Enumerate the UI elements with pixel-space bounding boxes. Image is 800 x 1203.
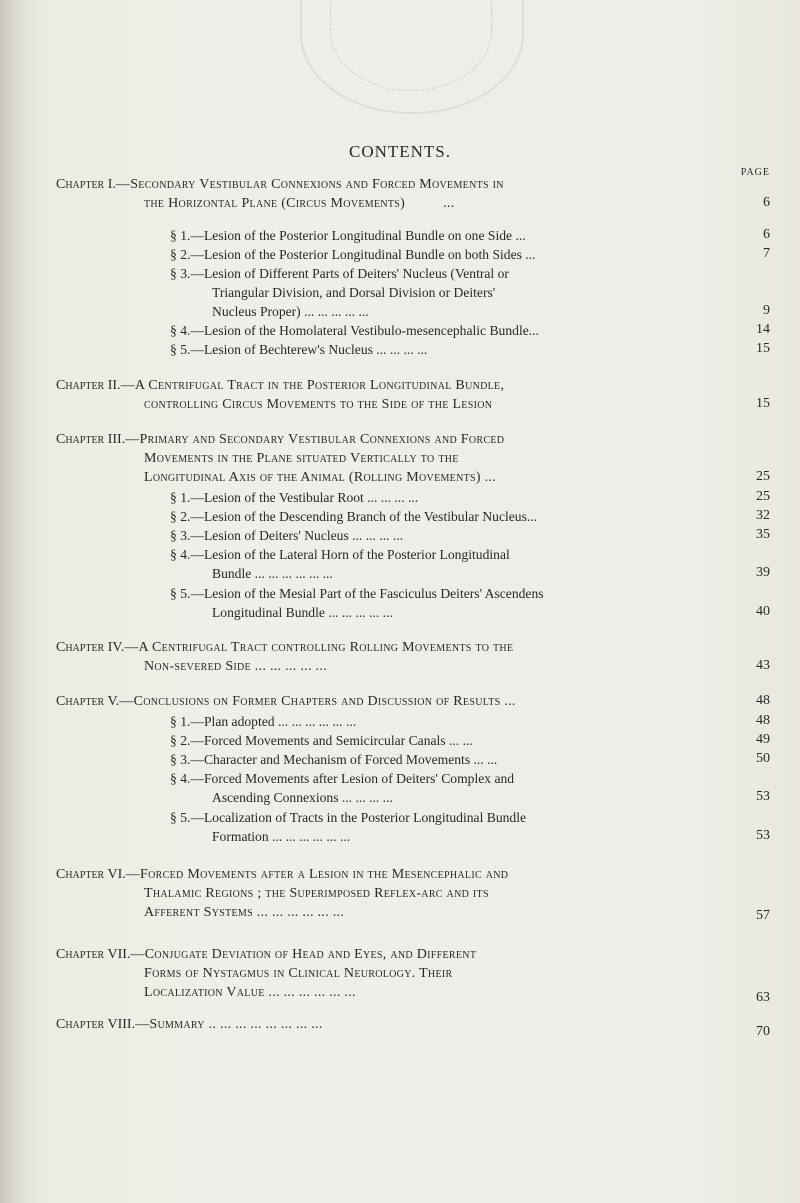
ch3-section-2-page: 32 <box>756 508 770 523</box>
ch5-section-5-page: 53 <box>756 828 770 843</box>
chapter-3-page: 25 <box>756 469 770 484</box>
ch5-section-3-page: 50 <box>756 751 770 766</box>
ch5-section-2: § 2.—Forced Movements and Semicircular Canals ... ... <box>170 733 473 748</box>
ch5-section-4: § 4.—Forced Movements after Lesion of Deiters' Complex and <box>170 771 515 786</box>
ch1-section-1: § 1.—Lesion of the Posterior Longitudinal Bundle on one Side ... <box>170 228 526 243</box>
ch1-section-4-page: 14 <box>756 322 770 337</box>
ch1-section-3-cont2: Nucleus Proper) ... ... ... ... ... <box>212 304 369 319</box>
ch5-section-2-page: 49 <box>756 732 770 747</box>
ch5-section-3: § 3.—Character and Mechanism of Forced Movements ... ... <box>170 752 498 767</box>
chapter-4-line1: Chapter IV.—A Centrifugal Tract controlling Rolling Movements to the <box>56 640 514 655</box>
chapter-6-line2: Thalamic Regions ; the Superimposed Reflex-arc and its <box>144 886 489 901</box>
ch1-section-5: § 5.—Lesion of Bechterew's Nucleus ... ... ... ... <box>170 342 428 357</box>
ch3-section-5-cont1: Longitudinal Bundle ... ... ... ... ... <box>212 605 393 620</box>
chapter-1-line2: the Horizontal Plane (Circus Movements) ... <box>144 196 455 211</box>
chapter-5-page: 48 <box>756 693 770 708</box>
ch3-section-1: § 1.—Lesion of the Vestibular Root ... ... ... ... <box>170 490 419 505</box>
chapter-7-page: 63 <box>756 990 770 1005</box>
contents-heading: CONTENTS. <box>348 142 452 161</box>
ch5-section-4-cont1: Ascending Connexions ... ... ... ... <box>212 790 393 805</box>
chapter-2-line1: Chapter II.—A Centrifugal Tract in the Posterior Longitudinal Bundle, <box>56 378 505 393</box>
ch5-section-4-page: 53 <box>756 789 770 804</box>
ch1-section-2: § 2.—Lesion of the Posterior Longitudinal Bundle on both Sides ... <box>170 247 536 262</box>
ch1-section-3-page: 9 <box>763 303 770 318</box>
ch3-section-4-page: 39 <box>756 565 770 580</box>
ch5-section-1: § 1.—Plan adopted ... ... ... ... ... ... <box>170 714 357 729</box>
ch1-section-4: § 4.—Lesion of the Homolateral Vestibulo-mesencephalic Bundle... <box>170 323 539 338</box>
chapter-1-page: 6 <box>763 195 770 210</box>
ch3-section-4-cont1: Bundle ... ... ... ... ... ... <box>212 566 333 581</box>
ch5-section-1-page: 48 <box>756 713 770 728</box>
chapter-8-line1: Chapter VIII.—Summary .. ... ... ... ... ... ... ... <box>56 1017 323 1032</box>
chapter-3-line1: Chapter III.—Primary and Secondary Vestibular Connexions and Forced <box>56 432 505 447</box>
chapter-4-page: 43 <box>756 658 770 673</box>
chapter-2-page: 15 <box>756 396 770 411</box>
chapter-2-line2: controlling Circus Movements to the Side of the Lesion <box>144 397 493 412</box>
chapter-7-line2: Forms of Nystagmus in Clinical Neurology. Their <box>144 966 453 981</box>
chapter-4-line2: Non-severed Side ... ... ... ... ... <box>144 659 327 674</box>
ch3-section-4: § 4.—Lesion of the Lateral Horn of the Posterior Longitudinal <box>170 547 510 562</box>
chapter-6-line3: Afferent Systems ... ... ... ... ... ... <box>144 905 345 920</box>
ch3-section-2: § 2.—Lesion of the Descending Branch of the Vestibular Nucleus... <box>170 509 538 524</box>
ch1-section-5-page: 15 <box>756 341 770 356</box>
chapter-1-line1: Chapter I.—Secondary Vestibular Connexions and Forced Movements in <box>56 177 504 192</box>
ch3-section-1-page: 25 <box>756 489 770 504</box>
chapter-6-page: 57 <box>756 908 770 923</box>
ch1-section-3-cont1: Triangular Division, and Dorsal Division or Deiters' <box>212 285 496 300</box>
ch1-section-2-page: 7 <box>763 246 770 261</box>
chapter-8-page: 70 <box>756 1024 770 1039</box>
ch5-section-5-cont1: Formation ... ... ... ... ... ... <box>212 829 351 844</box>
chapter-6-line1: Chapter VI.—Forced Movements after a Lesion in the Mesencephalic and <box>56 867 509 882</box>
page-column-label: PAGE <box>740 167 770 178</box>
chapter-7-line1: Chapter VII.—Conjugate Deviation of Head and Eyes, and Different <box>56 947 477 962</box>
ch3-section-3: § 3.—Lesion of Deiters' Nucleus ... ... ... ... <box>170 528 404 543</box>
ch3-section-5-page: 40 <box>756 604 770 619</box>
ch5-section-5: § 5.—Localization of Tracts in the Posterior Longitudinal Bundle <box>170 810 527 825</box>
chapter-5-line1: Chapter V.—Conclusions on Former Chapters and Discussion of Results ... <box>56 694 516 709</box>
ch1-section-3: § 3.—Lesion of Different Parts of Deiters' Nucleus (Ventral or <box>170 266 509 281</box>
chapter-3-line3: Longitudinal Axis of the Animal (Rolling Movements) ... <box>144 470 497 485</box>
chapter-3-line2: Movements in the Plane situated Vertically to the <box>144 451 459 466</box>
chapter-7-line3: Localization Value ... ... ... ... ... ... <box>144 985 356 1000</box>
ch1-section-1-page: 6 <box>763 227 770 242</box>
ch3-section-3-page: 35 <box>756 527 770 542</box>
ch3-section-5: § 5.—Lesion of the Mesial Part of the Fasciculus Deiters' Ascendens <box>170 586 544 601</box>
